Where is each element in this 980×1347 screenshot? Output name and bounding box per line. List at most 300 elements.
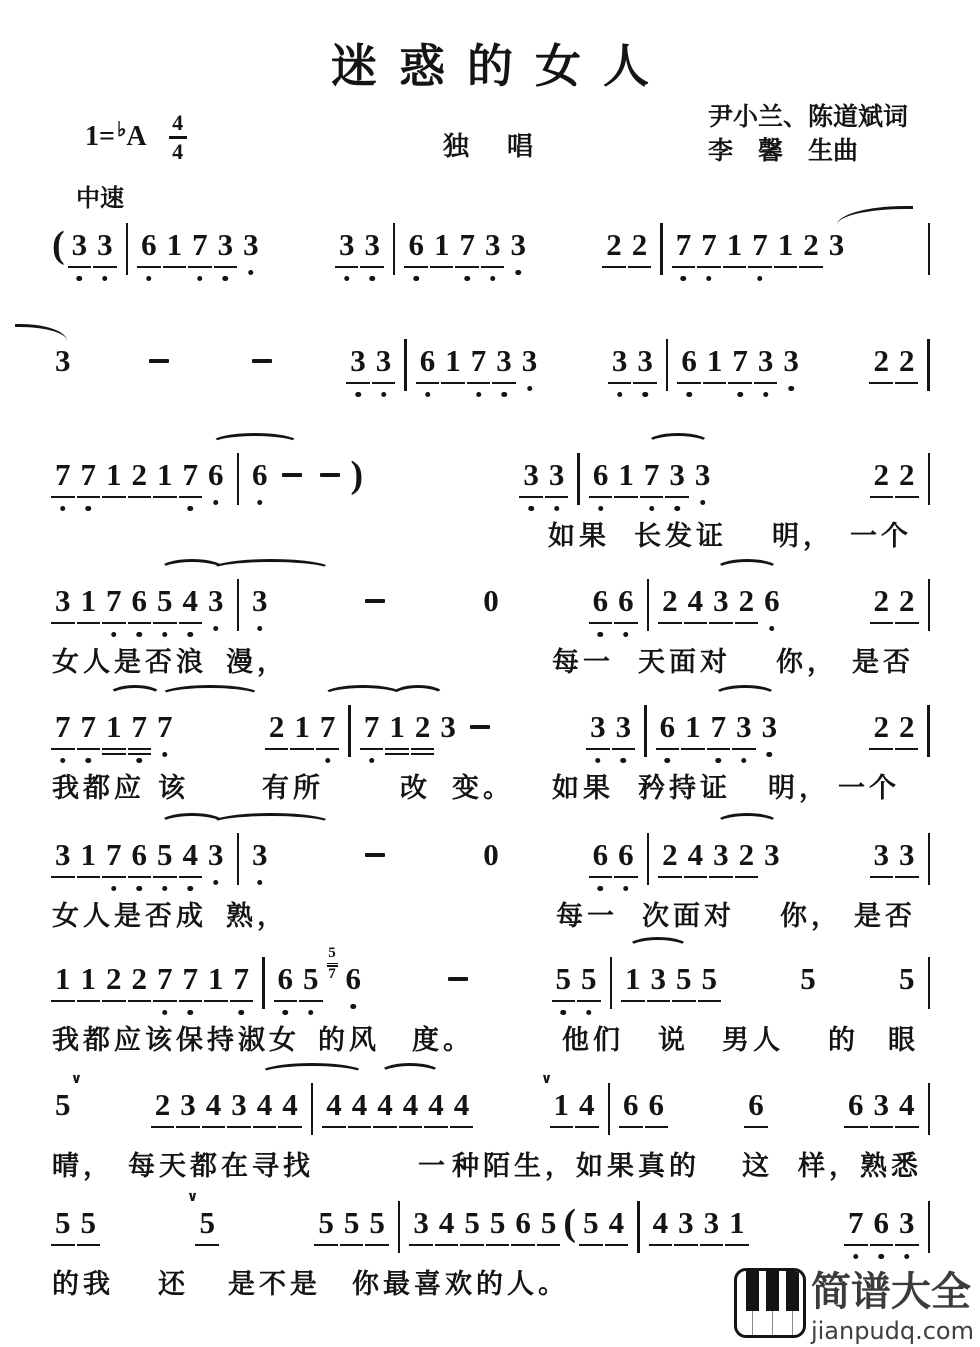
note-number: 5 — [303, 961, 319, 996]
octave-dot — [554, 506, 560, 512]
eighth-beam — [385, 748, 409, 751]
note-digit — [873, 344, 889, 378]
note-number: 4 — [899, 1087, 915, 1122]
octave-dot — [681, 276, 687, 282]
octave-dot — [381, 392, 387, 398]
slur-arc — [210, 813, 332, 834]
octave-dot — [213, 500, 219, 506]
octave-dot — [561, 1010, 567, 1016]
note-number: 4 — [282, 1087, 298, 1122]
eighth-beam — [732, 748, 756, 751]
eighth-beam — [602, 266, 626, 269]
note-number: 4 — [608, 1205, 625, 1240]
tempo-marking: 中速 — [76, 184, 124, 212]
barline — [348, 705, 351, 757]
note-digit — [408, 228, 424, 262]
note-number: 7 — [80, 457, 96, 492]
note-number: 2 — [414, 709, 431, 744]
note-number: 6 — [681, 343, 697, 378]
note-number: 3 — [611, 343, 628, 378]
eighth-beam — [77, 622, 101, 625]
eighth-beam — [153, 622, 177, 625]
note-number: 7 — [80, 709, 96, 744]
note-number: 6 — [419, 343, 436, 378]
slur-arc — [391, 685, 445, 706]
system-4 — [0, 584, 980, 702]
eighth-beam — [700, 1244, 724, 1247]
note-digit — [581, 962, 597, 996]
note-number: 7 — [192, 227, 208, 262]
eighth-beam — [647, 1000, 671, 1003]
note-number: 1 — [294, 709, 310, 744]
note-digit — [278, 962, 294, 996]
eighth-beam — [409, 1244, 433, 1247]
octave-dot — [111, 886, 117, 892]
note-digit — [899, 458, 915, 492]
note-number: 4 — [687, 583, 704, 618]
tie-to-next-line — [837, 206, 913, 225]
note-digit — [874, 458, 890, 492]
flat-sign: ♭ — [116, 118, 127, 141]
octave-dot — [674, 506, 680, 512]
note-number: 5 — [343, 1205, 360, 1240]
note-digit — [183, 838, 199, 872]
barline — [928, 833, 931, 885]
note-digit — [252, 838, 268, 872]
note-digit — [707, 344, 723, 378]
note-number: 5 — [489, 1205, 506, 1240]
octave-dot — [283, 1010, 289, 1016]
eighth-beam — [204, 1000, 228, 1003]
eighth-beam — [128, 1000, 152, 1003]
eighth-beam — [424, 1126, 448, 1129]
eighth-beam — [137, 266, 161, 269]
note-number: 3 — [510, 227, 526, 262]
note-number: 7 — [157, 961, 173, 996]
eighth-beam — [577, 1000, 601, 1003]
slur-arc — [159, 685, 261, 706]
sixteenth-beam — [102, 753, 126, 756]
note-number: 4 — [205, 1087, 222, 1122]
note-digit — [346, 962, 362, 996]
note-number: 7 — [182, 457, 198, 492]
note-digit — [736, 710, 752, 744]
close-paren: ) — [350, 454, 364, 496]
note-number: 4 — [326, 1087, 342, 1122]
octave-dot — [308, 1010, 314, 1016]
note-number: 1 — [618, 457, 634, 492]
note-digit — [55, 584, 71, 618]
note-number: 7 — [131, 709, 147, 744]
note-number: 2 — [803, 227, 819, 262]
eighth-beam — [163, 266, 187, 269]
eighth-beam — [441, 382, 465, 385]
notation-row — [0, 344, 980, 391]
eighth-beam — [486, 1244, 510, 1247]
note-digit — [711, 710, 727, 744]
eighth-beam — [869, 382, 893, 385]
note-number: 4 — [182, 837, 198, 872]
note-number: 7 — [701, 227, 717, 262]
note-number: 5 — [464, 1205, 480, 1240]
note-digit — [106, 584, 122, 618]
note-digit — [369, 1206, 385, 1240]
eighth-beam — [677, 382, 701, 385]
note-number: 4 — [428, 1087, 444, 1122]
octave-dot — [137, 758, 143, 764]
note-number: 5 — [55, 1205, 71, 1240]
note-digit — [702, 962, 718, 996]
octave-dot — [60, 506, 66, 512]
piano-keys-icon — [734, 1268, 806, 1338]
eighth-beam — [348, 1126, 372, 1129]
eighth-beam — [519, 496, 543, 499]
eighth-beam — [895, 382, 919, 385]
eighth-beam — [360, 748, 384, 751]
note-number: 1 — [729, 1205, 745, 1240]
eighth-beam — [672, 1000, 696, 1003]
key-prefix: 1= — [85, 121, 115, 153]
note-number: 3 — [590, 709, 606, 744]
note-number: 2 — [662, 837, 678, 872]
eighth-beam — [399, 1126, 423, 1129]
note-number: 6 — [623, 1087, 639, 1122]
note-digit — [81, 962, 97, 996]
octave-dot — [188, 632, 194, 638]
eighth-beam — [102, 496, 126, 499]
note-digit — [590, 710, 606, 744]
note-digit — [183, 584, 199, 618]
note-number: 5 — [540, 1205, 557, 1240]
note-number: 5 — [676, 961, 692, 996]
eighth-beam — [290, 748, 314, 751]
grace-note — [327, 946, 338, 983]
eighth-beam — [725, 1244, 749, 1247]
duration-dash — [448, 977, 468, 981]
eighth-beam — [77, 1244, 101, 1247]
note-number: 4 — [351, 1087, 368, 1122]
watermark-site-url: jianpudq.com — [810, 1317, 974, 1345]
eighth-beam — [656, 748, 680, 751]
note-number: 2 — [738, 837, 755, 872]
note-number: 3 — [873, 1087, 889, 1122]
lyrics-segment: 种陌生，如果 — [452, 1151, 638, 1182]
note-number: 1 — [80, 837, 96, 872]
note-number: 3 — [364, 227, 380, 262]
note-number: 6 — [277, 961, 293, 996]
slur-arc — [715, 559, 779, 580]
octave-dot — [769, 626, 775, 632]
note-number: 3 — [350, 343, 366, 378]
open-paren: ( — [563, 1202, 577, 1244]
note-number: 2 — [899, 583, 915, 618]
note-number: 3 — [669, 457, 685, 492]
eighth-beam — [645, 1126, 669, 1129]
note-number: 2 — [898, 343, 915, 378]
eighth-beam — [870, 1126, 894, 1129]
octave-dot — [741, 758, 747, 764]
eighth-beam — [735, 876, 759, 879]
note-digit — [540, 1071, 570, 1122]
open-paren: ( — [52, 224, 65, 266]
note-digit — [669, 458, 685, 492]
note-digit — [132, 584, 148, 618]
eighth-beam — [102, 748, 126, 751]
duration-dash — [365, 853, 385, 857]
slur-arc — [715, 813, 779, 834]
eighth-beam — [51, 1000, 75, 1003]
octave-dot — [527, 386, 533, 392]
note-digit — [294, 710, 310, 744]
note-number: 3 — [180, 1087, 196, 1122]
note-number: 2 — [131, 961, 147, 996]
note-number: 3 — [71, 227, 88, 262]
eighth-beam — [102, 1000, 126, 1003]
note-digit — [208, 458, 224, 492]
eighth-beam — [684, 876, 708, 879]
note-number: 3 — [496, 343, 512, 378]
meter-numerator: 4 — [172, 110, 184, 135]
note-digit — [899, 584, 915, 618]
note-digit — [157, 458, 173, 492]
note-digit — [899, 344, 915, 378]
note-digit — [618, 584, 634, 618]
note-digit — [685, 710, 701, 744]
note-number: 4 — [377, 1087, 393, 1122]
slur-arc — [259, 1063, 365, 1084]
barline — [126, 223, 129, 275]
note-digit — [377, 1088, 393, 1122]
octave-dot — [595, 758, 601, 764]
note-digit — [155, 1088, 171, 1122]
song-title: 迷惑的女人 — [331, 39, 671, 93]
eighth-beam — [51, 748, 75, 751]
note-digit — [97, 228, 113, 262]
duration-dash — [365, 599, 385, 603]
note-number: 3 — [55, 343, 71, 378]
eighth-beam — [51, 1244, 75, 1247]
eighth-beam — [51, 876, 75, 879]
lyrics-segment: 改 — [400, 773, 431, 804]
note-number: 3 — [703, 1205, 720, 1240]
sixteenth-beam — [411, 753, 435, 756]
note-digit — [106, 458, 122, 492]
eighth-beam — [179, 622, 203, 625]
note-number: 6 — [408, 227, 424, 262]
note-number: 3 — [678, 1205, 694, 1240]
octave-dot — [853, 1254, 859, 1260]
note-digit — [183, 458, 199, 492]
barline — [660, 223, 663, 275]
note-digit — [243, 228, 259, 262]
note-digit — [899, 1088, 915, 1122]
note-digit — [428, 1088, 444, 1122]
key-letter: A — [126, 121, 147, 153]
note-digit — [764, 838, 780, 872]
note-digit — [234, 962, 250, 996]
note-digit — [623, 1088, 639, 1122]
note-digit — [206, 1088, 222, 1122]
eighth-beam — [870, 876, 894, 879]
lyrics-segment: 如果 — [552, 773, 614, 804]
note-digit — [727, 228, 743, 262]
note-digit — [800, 962, 816, 996]
note-digit — [732, 344, 748, 378]
eighth-beam — [335, 266, 359, 269]
note-number: 1 — [80, 961, 96, 996]
note-number: 3 — [713, 583, 729, 618]
eighth-beam — [895, 622, 919, 625]
note-digit — [510, 228, 526, 262]
system-2 — [0, 344, 980, 462]
eighth-beam — [633, 382, 657, 385]
watermark-site-name: 简谱大全 — [810, 1269, 971, 1315]
octave-dot — [413, 276, 419, 282]
lyrics-segment: 的 — [828, 1025, 859, 1056]
note-digit — [440, 710, 456, 744]
lyrics-segment: 我都应该保持淑女 — [52, 1025, 300, 1056]
octave-dot — [257, 626, 263, 632]
eighth-beam — [709, 622, 733, 625]
note-digit — [676, 962, 692, 996]
eighth-beam — [314, 1244, 338, 1247]
octave-dot — [598, 632, 604, 638]
eighth-beam — [340, 1244, 364, 1247]
octave-dot — [716, 758, 722, 764]
eighth-beam — [707, 748, 731, 751]
note-number: 7 — [752, 227, 768, 262]
note-number: 3 — [413, 1205, 429, 1240]
note-digit — [208, 838, 224, 872]
eighth-beam — [230, 1000, 254, 1003]
note-number: 7 — [106, 837, 122, 872]
eighth-beam — [481, 266, 505, 269]
eighth-beam — [93, 266, 117, 269]
barline — [647, 833, 650, 885]
eighth-beam — [51, 622, 75, 625]
eighth-beam — [274, 1000, 298, 1003]
eighth-beam — [179, 1000, 203, 1003]
note-number: 7 — [319, 709, 336, 744]
lyrics-segment: 的风 — [318, 1025, 380, 1056]
eighth-beam — [844, 1126, 868, 1129]
note-digit — [644, 458, 660, 492]
note-number: 2 — [899, 457, 915, 492]
note-digit — [55, 1071, 83, 1122]
note-number: 7 — [157, 709, 173, 744]
note-digit — [350, 344, 366, 378]
lyrics-segment: 女人是否浪 — [52, 647, 207, 678]
note-digit — [257, 1088, 273, 1122]
note-number: 6 — [208, 457, 224, 492]
octave-dot — [188, 1010, 194, 1016]
note-number: 1 — [208, 961, 224, 996]
note-number: 4 — [438, 1205, 455, 1240]
eighth-beam — [214, 266, 238, 269]
note-number: 3 — [650, 961, 666, 996]
lyrics-segment: 女人是否成 — [52, 901, 207, 932]
note-number: 5 — [899, 961, 915, 996]
eighth-beam — [681, 748, 705, 751]
eighth-beam — [316, 748, 340, 751]
note-number: 6 — [659, 709, 676, 744]
eighth-beam — [614, 496, 638, 499]
eighth-beam — [649, 1244, 673, 1247]
note-digit — [403, 1088, 419, 1122]
note-digit — [344, 1206, 360, 1240]
note-number: 3 — [899, 1205, 915, 1240]
grace-beam — [327, 963, 338, 965]
lyrics-segment: 是否 — [854, 901, 916, 932]
duration-dash — [252, 359, 272, 363]
note-digit — [681, 344, 697, 378]
note-number: 1 — [389, 709, 405, 744]
octave-dot — [137, 886, 143, 892]
note-number: 5 — [157, 837, 173, 872]
octave-dot — [686, 392, 692, 398]
note-digit — [445, 344, 461, 378]
note-number: 7 — [106, 583, 122, 618]
note-digit — [618, 838, 634, 872]
eighth-beam — [179, 496, 203, 499]
note-number: 5 — [199, 1205, 215, 1240]
note-digit — [522, 344, 538, 378]
note-digit — [81, 710, 97, 744]
note-digit — [874, 1206, 890, 1240]
eighth-beam — [684, 622, 708, 625]
note-digit — [541, 1206, 557, 1240]
note-digit — [167, 228, 183, 262]
lyrics-segment: 还 — [158, 1269, 189, 1300]
lyrics-segment: 晴， — [52, 1151, 114, 1182]
note-digit — [157, 710, 173, 744]
note-number: 4 — [453, 1087, 470, 1122]
note-number: 2 — [606, 227, 622, 262]
note-digit — [739, 584, 755, 618]
note-number: 7 — [182, 961, 198, 996]
notation-row — [0, 945, 980, 1009]
lyrics-segment: 有所 — [262, 773, 324, 804]
note-number: 1 — [445, 343, 461, 378]
note-number: 6 — [618, 583, 634, 618]
watermark-text — [811, 1260, 974, 1345]
eighth-beam — [735, 622, 759, 625]
note-digit — [180, 1088, 196, 1122]
eighth-beam — [698, 1000, 722, 1003]
note-digit — [55, 1206, 71, 1240]
lyrics-segment: 是不是 — [228, 1269, 321, 1300]
octave-dot — [188, 506, 194, 512]
eighth-beam — [511, 1244, 535, 1247]
note-digit — [208, 962, 224, 996]
eighth-beam — [299, 1000, 323, 1003]
eighth-beam — [697, 266, 721, 269]
note-digit — [688, 838, 704, 872]
system-1 — [0, 224, 980, 346]
note-digit — [471, 344, 487, 378]
octave-dot — [369, 276, 375, 282]
note-digit — [376, 344, 392, 378]
eighth-beam — [373, 1126, 397, 1129]
eighth-beam — [703, 382, 727, 385]
note-number: 5 — [581, 961, 597, 996]
note-number: 3 — [231, 1087, 247, 1122]
eighth-beam — [411, 748, 435, 751]
eighth-beam — [128, 496, 152, 499]
system-3 — [0, 454, 980, 576]
lyrics-segment: 长发证 — [634, 521, 727, 552]
barline — [928, 957, 931, 1009]
